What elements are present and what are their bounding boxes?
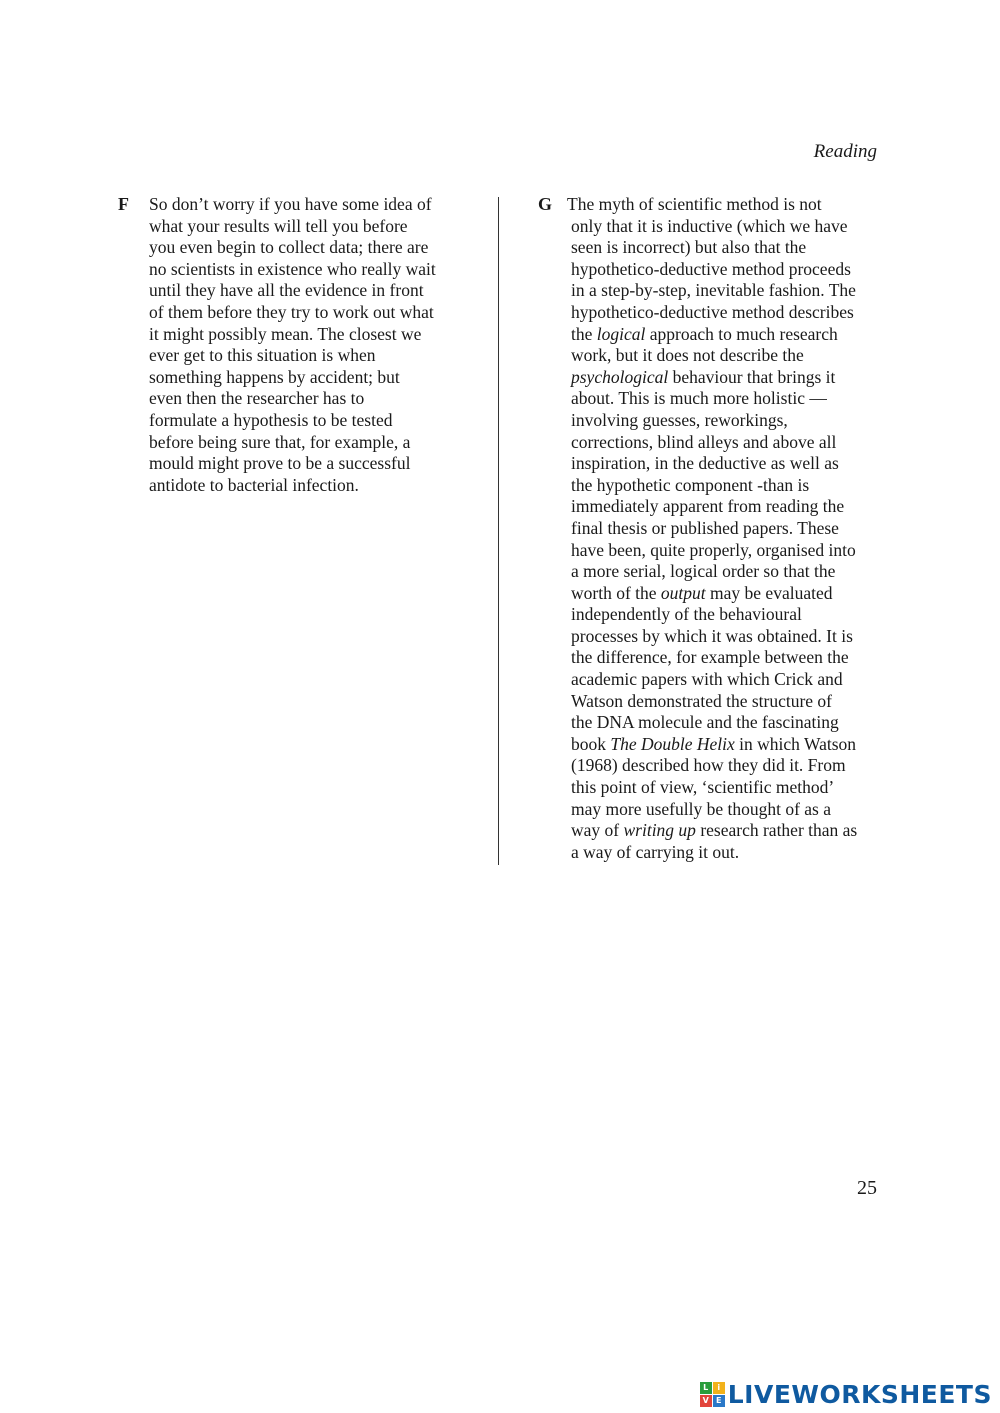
- text-line: you even begin to collect data; there are: [149, 237, 429, 258]
- logo-tile: L: [700, 1382, 712, 1394]
- text-line: academic papers with which Crick and: [571, 669, 843, 690]
- text-line: immediately apparent from reading the: [571, 496, 845, 517]
- logo-tile: V: [700, 1395, 712, 1407]
- liveworksheets-logo-icon: [700, 1382, 725, 1407]
- text-line: the DNA molecule and the fascinating: [571, 712, 839, 733]
- text-line: before being sure that, for example, a: [149, 431, 411, 452]
- text-line: the hypothetic component -than is: [571, 474, 810, 495]
- liveworksheets-brand: [700, 1382, 992, 1407]
- text-line: final thesis or published papers. These: [571, 517, 839, 538]
- text-line: have been, quite properly, organised into: [571, 539, 856, 560]
- section-f-text: [118, 194, 478, 496]
- text-line: The myth of scientific method is not: [567, 194, 822, 214]
- text-line: way of writing up research rather than as: [571, 820, 858, 841]
- text-line: processes by which it was obtained. It is: [571, 625, 853, 646]
- text-line: no scientists in existence who really wait: [149, 258, 436, 279]
- text-line: the logical approach to much research: [571, 323, 838, 344]
- section-g-text: [538, 194, 883, 863]
- text-line: ever get to this situation is when: [149, 345, 376, 366]
- text-line: even then the researcher has to: [149, 388, 365, 409]
- text-line: formulate a hypothesis to be tested: [149, 409, 393, 430]
- page-number: 25: [857, 1177, 877, 1199]
- text-line: independently of the behavioural: [571, 604, 802, 625]
- text-line: inspiration, in the deductive as well as: [571, 453, 839, 474]
- column-divider: [498, 197, 499, 865]
- text-line: (1968) described how they did it. From: [571, 755, 846, 776]
- text-line: the difference, for example between the: [571, 647, 849, 668]
- text-line: a more serial, logical order so that the: [571, 561, 836, 582]
- text-line: of them before they try to work out what: [149, 301, 434, 322]
- text-line: something happens by accident; but: [149, 366, 400, 387]
- text-line: involving guesses, reworkings,: [571, 409, 788, 430]
- text-line: about. This is much more holistic —: [571, 388, 827, 409]
- text-line: antidote to bacterial infection.: [149, 474, 359, 495]
- logo-tile: i: [713, 1382, 725, 1394]
- text-line: So don’t worry if you have some idea of: [149, 194, 432, 214]
- text-line: it might possibly mean. The closest we: [149, 323, 422, 344]
- running-header: Reading: [813, 141, 877, 162]
- text-line: this point of view, ‘scientific method’: [571, 777, 835, 798]
- text-line: a way of carrying it out.: [571, 841, 740, 862]
- text-line: Watson demonstrated the structure of: [571, 690, 833, 711]
- text-line: corrections, blind alleys and above all: [571, 431, 837, 452]
- brand-text: LIVEWORKSHEETS: [727, 1380, 992, 1409]
- text-line: may more usefully be thought of as a: [571, 798, 832, 819]
- section-f: [118, 194, 478, 496]
- text-line: seen is incorrect) but also that the: [571, 237, 807, 258]
- text-line: worth of the output may be evaluated: [571, 582, 833, 603]
- text-line: only that it is inductive (which we have: [571, 215, 848, 236]
- text-line: book The Double Helix in which Watson: [571, 733, 857, 754]
- text-line: psychological behaviour that brings it: [571, 366, 836, 387]
- text-line: mould might prove to be a successful: [149, 453, 411, 474]
- text-line: hypothetico-deductive method describes: [571, 301, 854, 322]
- text-line: until they have all the evidence in front: [149, 280, 424, 301]
- text-line: what your results will tell you before: [149, 215, 408, 236]
- text-line: in a step-by-step, inevitable fashion. The: [571, 280, 856, 301]
- section-g-letter: G: [538, 194, 553, 214]
- section-f-letter: F: [118, 194, 129, 214]
- text-line: work, but it does not describe the: [571, 345, 804, 366]
- logo-tile: E: [713, 1395, 725, 1407]
- text-line: hypothetico-deductive method proceeds: [571, 258, 851, 279]
- section-g: [538, 194, 883, 863]
